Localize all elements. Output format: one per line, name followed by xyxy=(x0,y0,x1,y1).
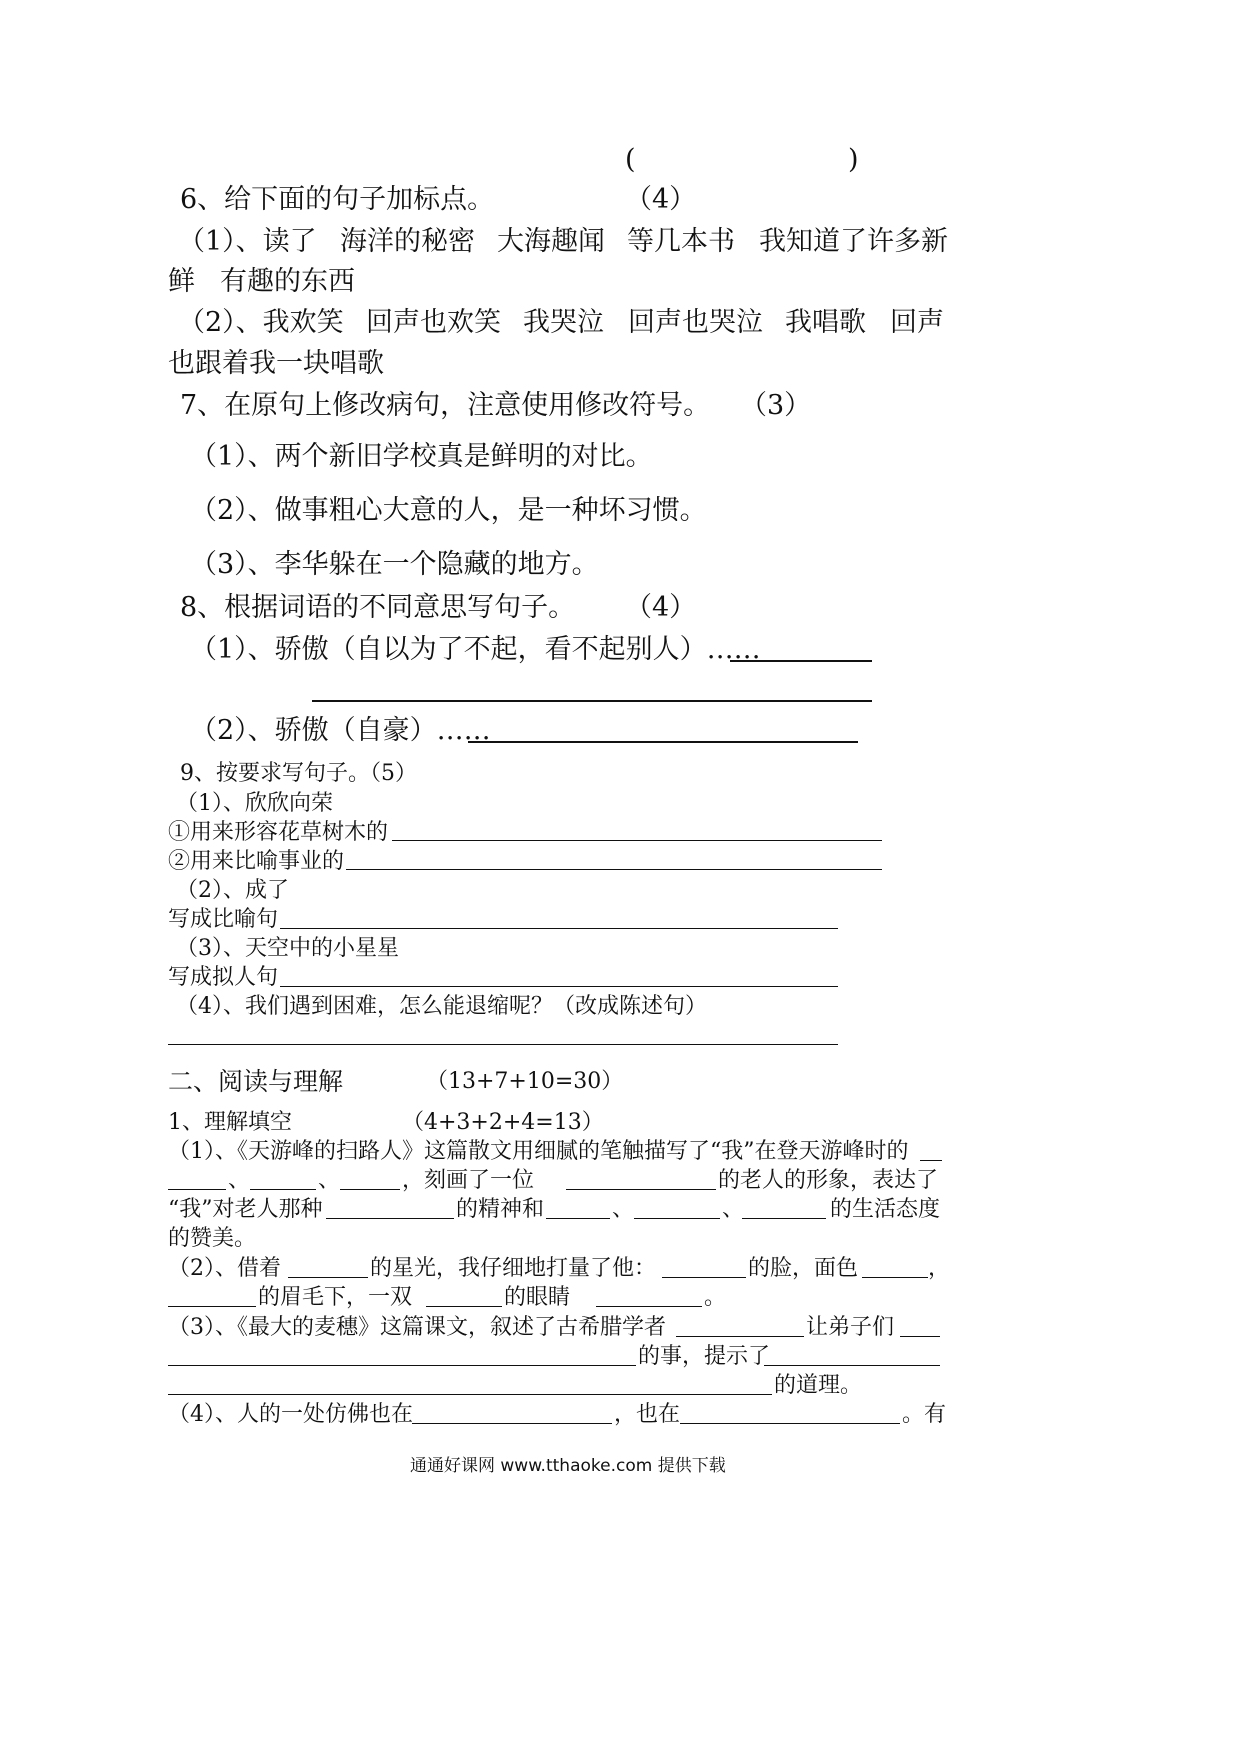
q6-sentence-2-part: 回声 xyxy=(890,307,944,338)
q6-sentence-2-part: 回声也哭泣 xyxy=(628,307,763,338)
q6-sentence-1-part: 海洋的秘密 xyxy=(340,226,475,257)
r1-p1-text: ，刻画了一位 xyxy=(402,1168,535,1193)
r1-p4-text: （4）、人的一处仿佛也在 xyxy=(168,1402,413,1427)
section-2-score: （13+7+10=30） xyxy=(426,1069,624,1094)
answer-line[interactable] xyxy=(662,1277,746,1278)
answer-line[interactable] xyxy=(596,1306,702,1307)
r1-p3-text: （3）、《最大的麦穗》这篇课文，叙述了古希腊学者 xyxy=(168,1315,666,1340)
r1-p1-text: 的精神和 xyxy=(456,1197,545,1222)
q6-sentence-2-part: 我唱歌 xyxy=(785,307,866,338)
answer-line[interactable] xyxy=(168,1044,838,1045)
r1-p1-text: 的老人的形象，表达了 xyxy=(718,1168,939,1193)
q9-item-3a: 写成拟人句 xyxy=(168,965,279,990)
q7-item: （3）、李华躲在一个隐藏的地方。 xyxy=(190,549,599,580)
r1-p4-text: 。有 xyxy=(902,1402,947,1427)
r1-p3-text: 的道理。 xyxy=(774,1373,863,1398)
q8-item-2: （2）、骄傲（自豪）…… xyxy=(190,715,491,746)
section-2-title: 二、阅读与理解 xyxy=(168,1067,344,1096)
r1-p3-text: 的事，提示了 xyxy=(638,1344,771,1369)
r1-p3-text: 让弟子们 xyxy=(806,1315,895,1340)
answer-line[interactable] xyxy=(168,1189,226,1190)
q9-item-1b: ②用来比喻事业的 xyxy=(168,849,345,874)
answer-line[interactable] xyxy=(326,1218,454,1219)
q6-title: 6、给下面的句子加标点。 xyxy=(180,184,495,215)
answer-line[interactable] xyxy=(680,1423,900,1424)
answer-line[interactable] xyxy=(920,1160,942,1161)
r1-p2-text: （2）、借着 xyxy=(168,1256,281,1281)
q6-sentence-2-part: （2）、我欢笑 xyxy=(178,307,344,338)
q6-sentence-1-cont: 鲜 xyxy=(168,266,195,297)
q8-title: 8、根据词语的不同意思写句子。 xyxy=(180,592,576,623)
answer-line[interactable] xyxy=(250,1189,316,1190)
r1-p2-text: ， xyxy=(928,1256,951,1281)
r1-p1-text: “我”对老人那种 xyxy=(168,1197,323,1222)
answer-line[interactable] xyxy=(280,928,838,929)
answer-line[interactable] xyxy=(862,1277,928,1278)
answer-line[interactable] xyxy=(634,1218,720,1219)
answer-line[interactable] xyxy=(426,1306,502,1307)
answer-line[interactable] xyxy=(546,1218,610,1219)
r1-p4-text: ，也在 xyxy=(614,1402,681,1427)
answer-line[interactable] xyxy=(346,869,882,870)
answer-line[interactable] xyxy=(742,1218,826,1219)
answer-line[interactable] xyxy=(288,1277,368,1278)
answer-paren-close: ) xyxy=(848,144,859,175)
q7-title: 7、在原句上修改病句，注意使用修改符号。 xyxy=(180,390,711,421)
q9-item-2a: 写成比喻句 xyxy=(168,907,279,932)
r1-title: 1、理解填空 xyxy=(168,1110,292,1135)
answer-line[interactable] xyxy=(764,1365,940,1366)
answer-line[interactable] xyxy=(280,986,838,987)
q7-item: （2）、做事粗心大意的人，是一种坏习惯。 xyxy=(190,495,707,526)
q8-item-1: （1）、骄傲（自以为了不起，看不起别人）…… xyxy=(190,634,761,665)
answer-line[interactable] xyxy=(392,840,882,841)
q6-sentence-1-part: 大海趣闻 xyxy=(497,226,605,257)
answer-line[interactable] xyxy=(312,700,872,702)
answer-line[interactable] xyxy=(468,741,858,743)
answer-line[interactable] xyxy=(676,1336,804,1337)
q8-score: （4） xyxy=(625,592,697,623)
q6-sentence-2-cont: 也跟着我一块唱歌 xyxy=(168,348,384,379)
q9-title: 9、按要求写句子。（5） xyxy=(180,761,417,786)
r1-p1-text: 、 xyxy=(612,1197,635,1222)
r1-p1-line1: （1）、《天游峰的扫路人》这篇散文用细腻的笔触描写了“我”在登天游峰时的 xyxy=(168,1139,909,1164)
q7-item: （1）、两个新旧学校真是鲜明的对比。 xyxy=(190,441,653,472)
answer-line[interactable] xyxy=(566,1189,716,1190)
q6-score: （4） xyxy=(625,184,697,215)
r1-p2-text: 的眉毛下，一双 xyxy=(258,1285,413,1310)
r1-p1-text: 、 xyxy=(722,1197,745,1222)
r1-p2-text: 。 xyxy=(704,1285,727,1310)
r1-p1-text: 的生活态度 xyxy=(830,1197,941,1222)
q9-item-2: （2）、成了 xyxy=(176,878,289,903)
answer-line[interactable] xyxy=(168,1365,636,1366)
answer-line[interactable] xyxy=(412,1423,612,1424)
answer-line[interactable] xyxy=(168,1394,772,1395)
q7-score: （3） xyxy=(740,390,812,421)
footer-credit: 通通好课网 www.tthaoke.com 提供下载 xyxy=(410,1456,726,1476)
q6-sentence-1-part: 我知道了许多新 xyxy=(759,226,948,257)
r1-p1-text: 的赞美。 xyxy=(168,1226,257,1251)
r1-p2-text: 的眼睛 xyxy=(504,1285,571,1310)
q9-item-1: （1）、欣欣向荣 xyxy=(176,791,333,816)
answer-line[interactable] xyxy=(730,660,872,662)
answer-line[interactable] xyxy=(168,1306,256,1307)
q6-sentence-1-cont: 有趣的东西 xyxy=(220,266,355,297)
q9-item-4: （4）、我们遇到困难，怎么能退缩呢？（改成陈述句） xyxy=(176,994,707,1019)
r1-p2-text: 的星光，我仔细地打量了他： xyxy=(370,1256,657,1281)
q6-sentence-1-part: （1）、读了 xyxy=(178,226,317,257)
r1-score: （4+3+2+4=13） xyxy=(402,1110,604,1135)
answer-line[interactable] xyxy=(340,1189,400,1190)
q6-sentence-1-part: 等几本书 xyxy=(627,226,735,257)
q9-item-3: （3）、天空中的小星星 xyxy=(176,936,399,961)
r1-p1-text: 、 xyxy=(228,1168,251,1193)
answer-line[interactable] xyxy=(900,1336,940,1337)
q9-item-1a: ①用来形容花草树木的 xyxy=(168,820,389,845)
r1-p2-text: 的脸，面色 xyxy=(748,1256,859,1281)
r1-p1-text: 、 xyxy=(318,1168,341,1193)
answer-paren-open: ( xyxy=(625,144,636,175)
q6-sentence-2-part: 回声也欢笑 xyxy=(366,307,501,338)
q6-sentence-2-part: 我哭泣 xyxy=(523,307,604,338)
